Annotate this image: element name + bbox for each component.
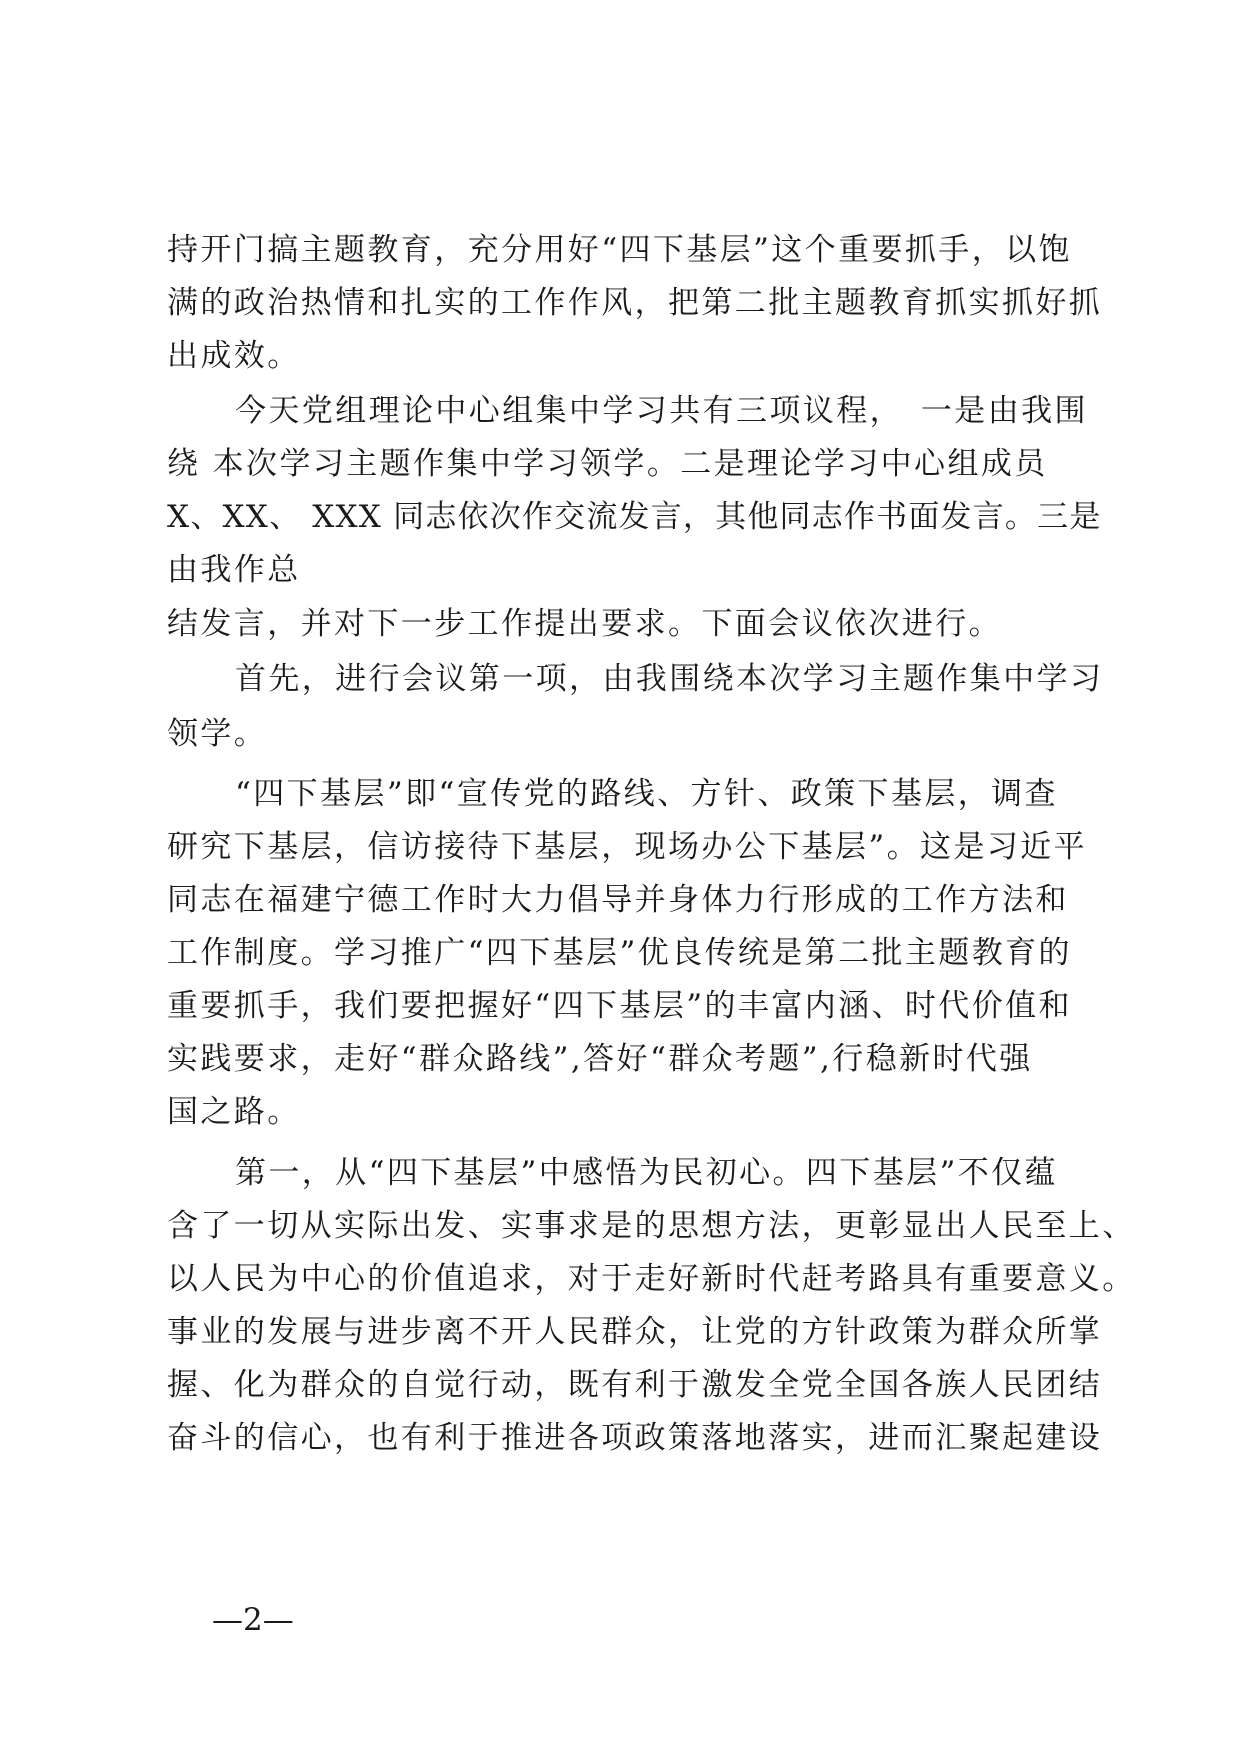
body-text-line: 满的政治热情和扎实的工作作风，把第二批主题教育抓实抓好抓 (167, 285, 1103, 321)
body-text-line: X、XX、 XXX 同志依次作交流发言，其他同志作书面发言。三是 (167, 499, 1102, 535)
body-text-line: 握、化为群众的自觉行动，既有利于激发全党全国各族人民团结 (167, 1367, 1103, 1403)
body-text-line: 研究下基层，信访接待下基层，现场办公下基层”。这是习近平 (167, 829, 1088, 865)
body-text-line: 国之路。 (167, 1094, 301, 1130)
body-text-line: 工作制度。学习推广“四下基层”优良传统是第二批主题教育的 (167, 935, 1072, 971)
body-text-line: 结发言，并对下一步工作提出要求。下面会议依次进行。 (167, 606, 1002, 642)
body-text-line: 出成效。 (167, 338, 301, 374)
body-text-line: 同志在福建宁德工作时大力倡导并身体力行形成的工作方法和 (167, 882, 1069, 918)
body-text-line: 今天党组理论中心组集中学习共有三项议程， 一是由我围 (235, 393, 1088, 429)
body-text-line: 领学。 (167, 716, 268, 752)
body-text-line: 重要抓手，我们要把握好“四下基层”的丰富内涵、时代价值和 (167, 988, 1072, 1024)
body-text-line: 事业的发展与进步离不开人民群众，让党的方针政策为群众所掌 (167, 1314, 1103, 1350)
body-text-line: 由我作总 (167, 552, 301, 588)
body-text-line: 绕 本次学习主题作集中学习领学。二是理论学习中心组成员 (167, 446, 1048, 482)
body-text-line: 第一，从“四下基层”中感悟为民初心。四下基层”不仅蕴 (235, 1155, 1058, 1191)
body-text-line: 实践要求，走好“群众路线”,答好“群众考题”,行稳新时代强 (167, 1041, 1033, 1077)
body-text-line: 首先，进行会议第一项，由我围绕本次学习主题作集中学习 (235, 661, 1104, 697)
body-text-line: 以人民为中心的价值追求，对于走好新时代赶考路具有重要意义。 (167, 1261, 1136, 1297)
page-number: —2— (212, 1602, 294, 1638)
body-text-line: 持开门搞主题教育，充分用好“四下基层”这个重要抓手，以饱 (167, 232, 1072, 268)
body-text-line: “四下基层”即“宣传党的路线、方针、政策下基层，调查 (235, 776, 1058, 812)
body-text-line: 奋斗的信心，也有利于推进各项政策落地落实，进而汇聚起建设 (167, 1420, 1103, 1456)
body-text-line: 含了一切从实际出发、实事求是的思想方法，更彰显出人民至上、 (167, 1208, 1136, 1244)
